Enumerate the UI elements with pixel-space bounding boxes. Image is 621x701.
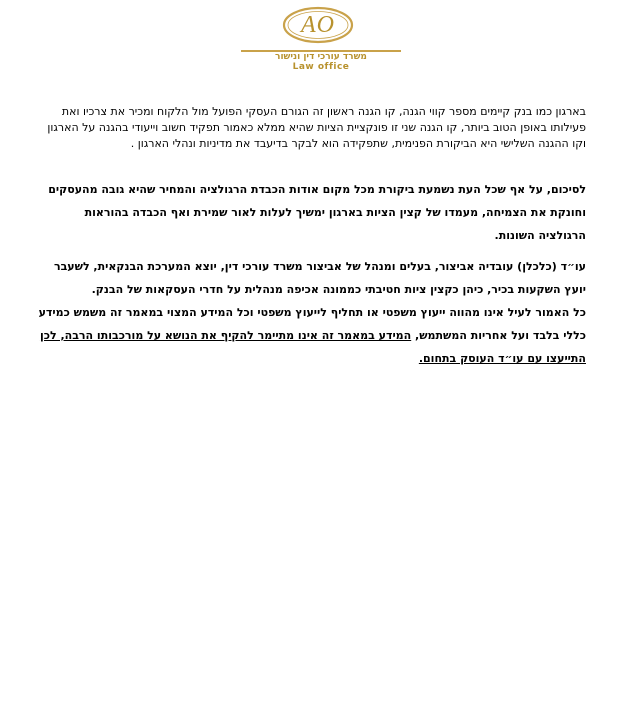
intro-paragraph: בארגון כמו בנק קיימים מספר קווי הגנה, קו הגנה ראשון זה הגורם העסקי הפועל מול הלקוח ומכיר את צרכיו ואת פעילותו באופן הטוב ביותר, קו הגנה שני זו פונקציית הציות שהיא ממלא כאמור תפקיד חשוב וייעודי בהגנה על הארגון וקו ההגנה השלישי היא הביקורת הפנימית, שתפקידה הוא לבקר בדיעבד את מדיניות ונהלי הארגון . [47, 105, 586, 150]
disclaimer-text: כל האמור לעיל אינו מהווה ייעוץ משפטי או תחליף לייעוץ משפטי וכל המידע המצוי במאמר זה משמש כמידע כללי בלבד ועל אחריות המשתמש, [38, 306, 586, 342]
firm-name-hebrew: משרד עורכי דין ונישור [275, 52, 367, 62]
author-paragraph: עו״ד (כלכלן) עובדיה אביצור, בעלים ומנהל של אביצור משרד עורכי דין, יוצא המערכת הבנקאית, לשעבר יועץ השקעות בכיר, כיהן כקצין ציות חטיבתי כממונה אכיפה מנהלית על חדרי העסקאות של הבנק. [53, 260, 586, 296]
article-body [36, 104, 586, 370]
letterhead [0, 0, 621, 90]
firm-name-english: Law office [292, 62, 350, 72]
disclaimer-underlined-text: המידע במאמר זה אינו מתיימר להקיף את הנושא על מורכבותו הרבה, לכן התייעצו עם עו״ד העוסק בתחום. [39, 329, 586, 365]
firm-logo [281, 4, 355, 46]
logo-letters: AO [301, 11, 335, 38]
summary-paragraph: לסיכום, על אף שכל העת נשמעת ביקורת מכל מקום אודות הכבדת הרגולציה והמחיר שהיא גובה מהעסקים וחונקת את הצמיחה, מעמדו של קצין הציות בארגון ימשיך לעלות לאור שמירת ואף הכבדה בהוראות הרגולציה השונות. [48, 183, 586, 242]
disclaimer-paragraph [36, 301, 586, 370]
